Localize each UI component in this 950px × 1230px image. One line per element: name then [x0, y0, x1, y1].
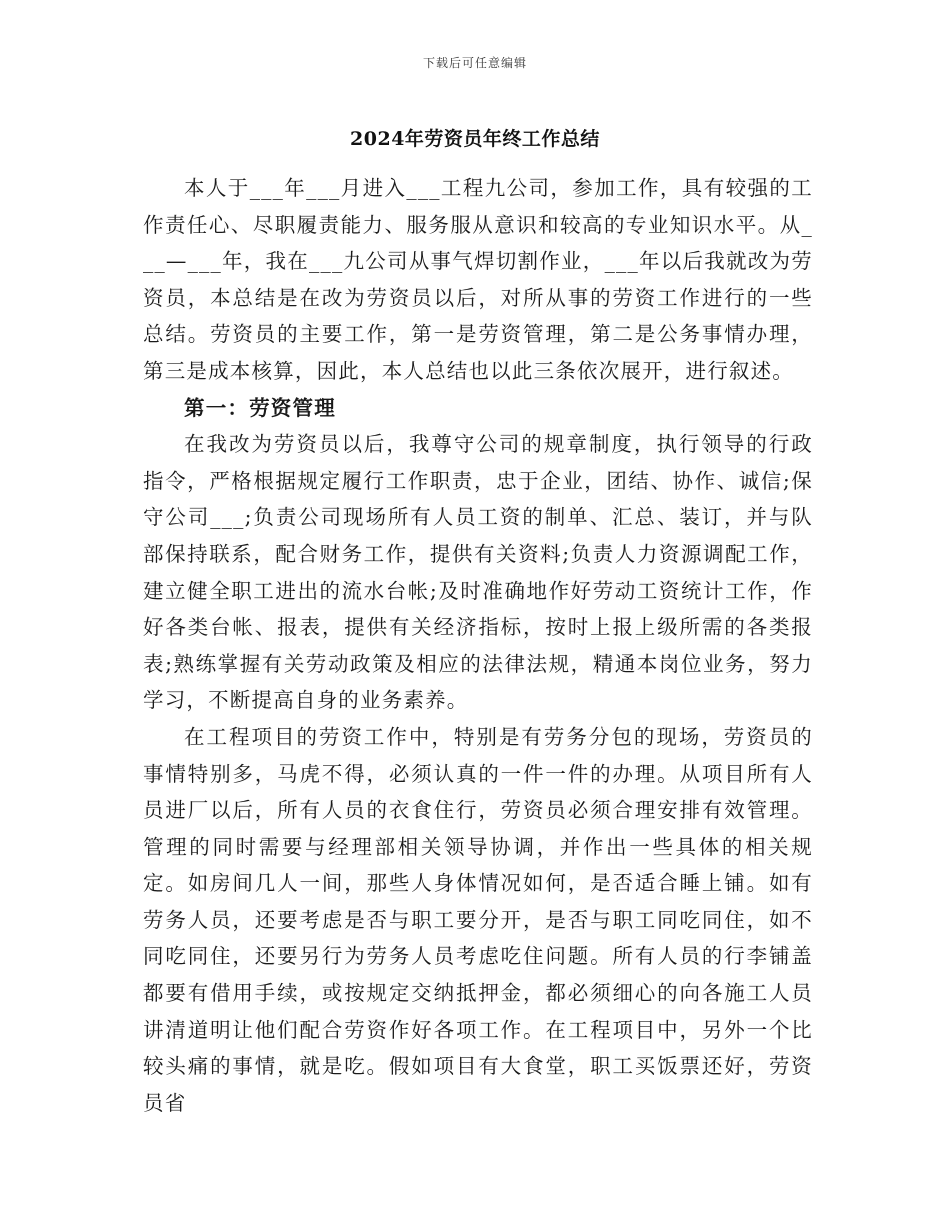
section1-paragraph-1: 在我改为劳资员以后，我尊守公司的规章制度，执行领导的行政指令，严格根据规定履行工作职责，忠于企业，团结、协作、诚信;保守公司___;负责公司现场所有人员工资的制单、汇总、装订，并与队部保持联系，配合财务工作，提供有关资料;负责人力资源调配工作，建立健全职工进出的流水台帐;及时准确地作好劳动工资统计工作，作好各类台帐、报表，提供有关经济指标，按时上报上级所需的各类报表;熟练掌握有关劳动政策及相应的法律法规，精通本岗位业务，努力学习，不断提高自身的业务素养。	[143, 432, 813, 713]
header-note: 下载后可任意编辑	[422, 56, 527, 70]
document-title: 2024年劳资员年终工作总结	[350, 128, 600, 150]
intro-paragraph: 本人于___年___月进入___工程九公司，参加工作，具有较强的工作责任心、尽职履责能力、服务服从意识和较高的专业知识水平。从___—___年，我在___九公司从事气焊切割作业，___年以后我就改为劳资员，本总结是在改为劳资员以后，对所从事的劳资工作进行的一些总结。劳资员的主要工作，第一是劳资管理，第二是公务事情办理，第三是成本核算，因此，本人总结也以此三条依次展开，进行叙述。	[143, 176, 813, 383]
section-heading-labor-management: 第一：劳资管理	[184, 395, 336, 420]
section1-paragraph-2: 在工程项目的劳资工作中，特别是有劳务分包的现场，劳资员的事情特别多，马虎不得，必须认真的一件一件的办理。从项目所有人员进厂以后，所有人员的衣食住行，劳资员必须合理安排有效管理。管理的同时需要与经理部相关领导协调，并作出一些具体的相关规定。如房间几人一间，那些人身体情况如何，是否适合睡上铺。如有劳务人员，还要考虑是否与职工要分开，是否与职工同吃同住，如不同吃同住，还要另行为劳务人员考虑吃住问题。所有人员的行李铺盖都要有借用手续，或按规定交纳抵押金，都必须细心的向各施工人员讲清道明让他们配合劳资作好各项工作。在工程项目中，另外一个比较头痛的事情，就是吃。假如项目有大食堂，职工买饭票还好，劳资员省	[143, 724, 813, 1115]
document-body	[143, 170, 813, 1121]
